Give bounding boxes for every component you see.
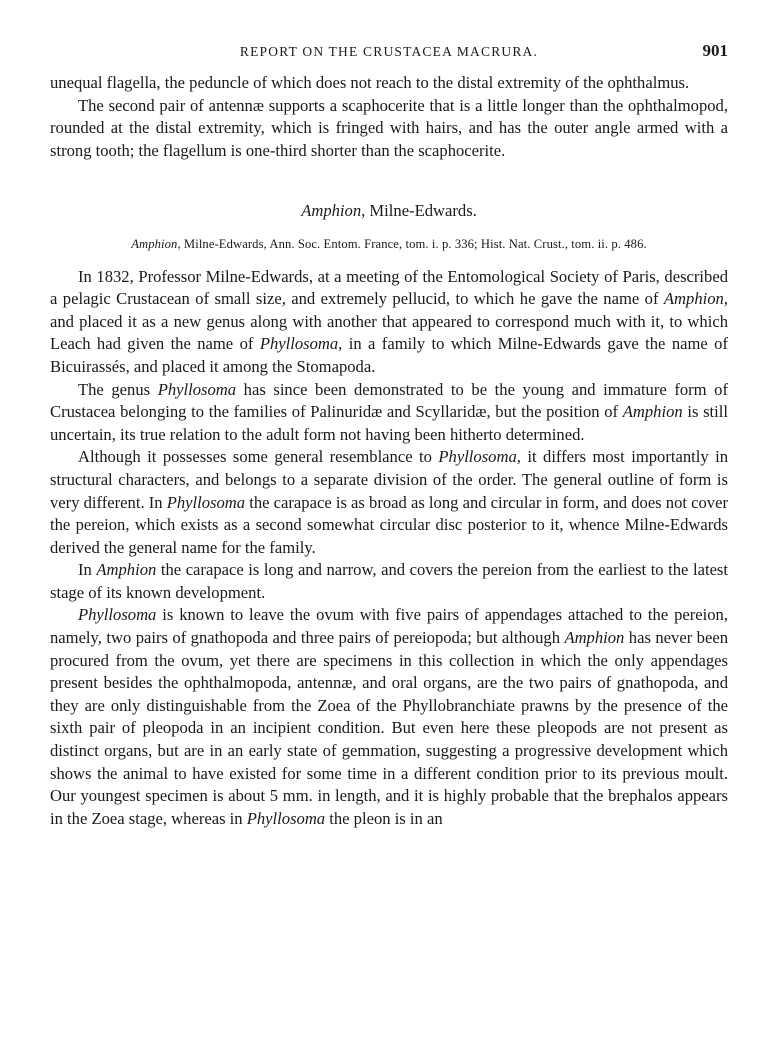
genus-heading (50, 200, 728, 223)
section-body (50, 266, 728, 831)
paragraph-second-antennae: The second pair of antennæ supports a scaphocerite that is a little longer than the ophthalmopod, rounded at the distal extremity, which is fringed with hairs, and has the outer angle armed with a strong tooth; the flagellum is one-third shorter than the scaphocerite. (50, 95, 728, 160)
document-page (50, 41, 729, 830)
page-number: 901 (702, 41, 728, 60)
genus-authority: , Milne-Edwards. (361, 201, 477, 221)
paragraph-development: Phyllosoma is known to leave the ovum with five pairs of appendages attached to the pereion, namely, two pairs of gnathopoda and three pairs of pereiopoda; but although Amphion has never been procured from the ovum, yet there are specimens in this collection in which the only appendages present besides the ophthalmopoda, antennæ, and oral organs, are the two pairs of gnathopoda, and they are only distinguishable from the Zoea of the Phyllobranchiate prawns by the presence of the sixth pair of pleopoda in an incipient condition. But even here these pleopods are not present as distinct organs, but are in an early state of gemmation, suggesting a progressive development which shows the animal to have existed for some time in a different condition prior to its previous moult. Our youngest specimen is about 5 mm. in length, and it is highly probable that the brephalos appears in the Zoea stage, whereas in Phyllosoma the pleon is in an (50, 605, 728, 828)
genus-name: Amphion (301, 201, 362, 221)
running-title: REPORT ON THE CRUSTACEA MACRURA. (239, 44, 539, 59)
reference-text: , Milne-Edwards, Ann. Soc. Entom. France, tom. i. p. 336; Hist. Nat. Crust., tom. ii. p. 486. (177, 236, 647, 251)
paragraph-resemblance: Although it possesses some general resemblance to Phyllosoma, it differs most importantly in structural characters, and belongs to a separate division of the order. The general outline of form is very different. In Phyllosoma the carapace is as broad as long and circular in form, and does not cover the pereion, which exists as a second somewhat circular disc posterior to it, whence Milne-Edwards derived the general name for the family. (50, 447, 728, 557)
bibliographic-reference (50, 233, 728, 256)
reference-genus: Amphion (131, 236, 178, 251)
paragraph-continuation: unequal flagella, the peduncle of which does not reach to the distal extremity of the ophthalmus. (50, 73, 690, 92)
paragraph-carapace: In Amphion the carapace is long and narrow, and covers the pereion from the earliest to the latest stage of its known development. (50, 560, 728, 602)
paragraph-history: In 1832, Professor Milne-Edwards, at a meeting of the Entomological Society of Paris, described a pelagic Crustacean of small size, and extremely pellucid, to which he gave the name of Amphion, and placed it as a new genus along with another that appeared to correspond much with it, to which Leach had given the name of Phyllosoma, in a family to which Milne-Edwards gave the name of Bicuirassés, and placed it among the Stomapoda. (50, 266, 728, 376)
paragraph-phyllosoma-genus: The genus Phyllosoma has since been demonstrated to be the young and immature form of Crustacea belonging to the families of Palinuridæ and Scyllaridæ, but the position of Amphion is still uncertain, its true relation to the adult form not having been hitherto determined. (50, 379, 729, 444)
running-head (50, 41, 728, 72)
